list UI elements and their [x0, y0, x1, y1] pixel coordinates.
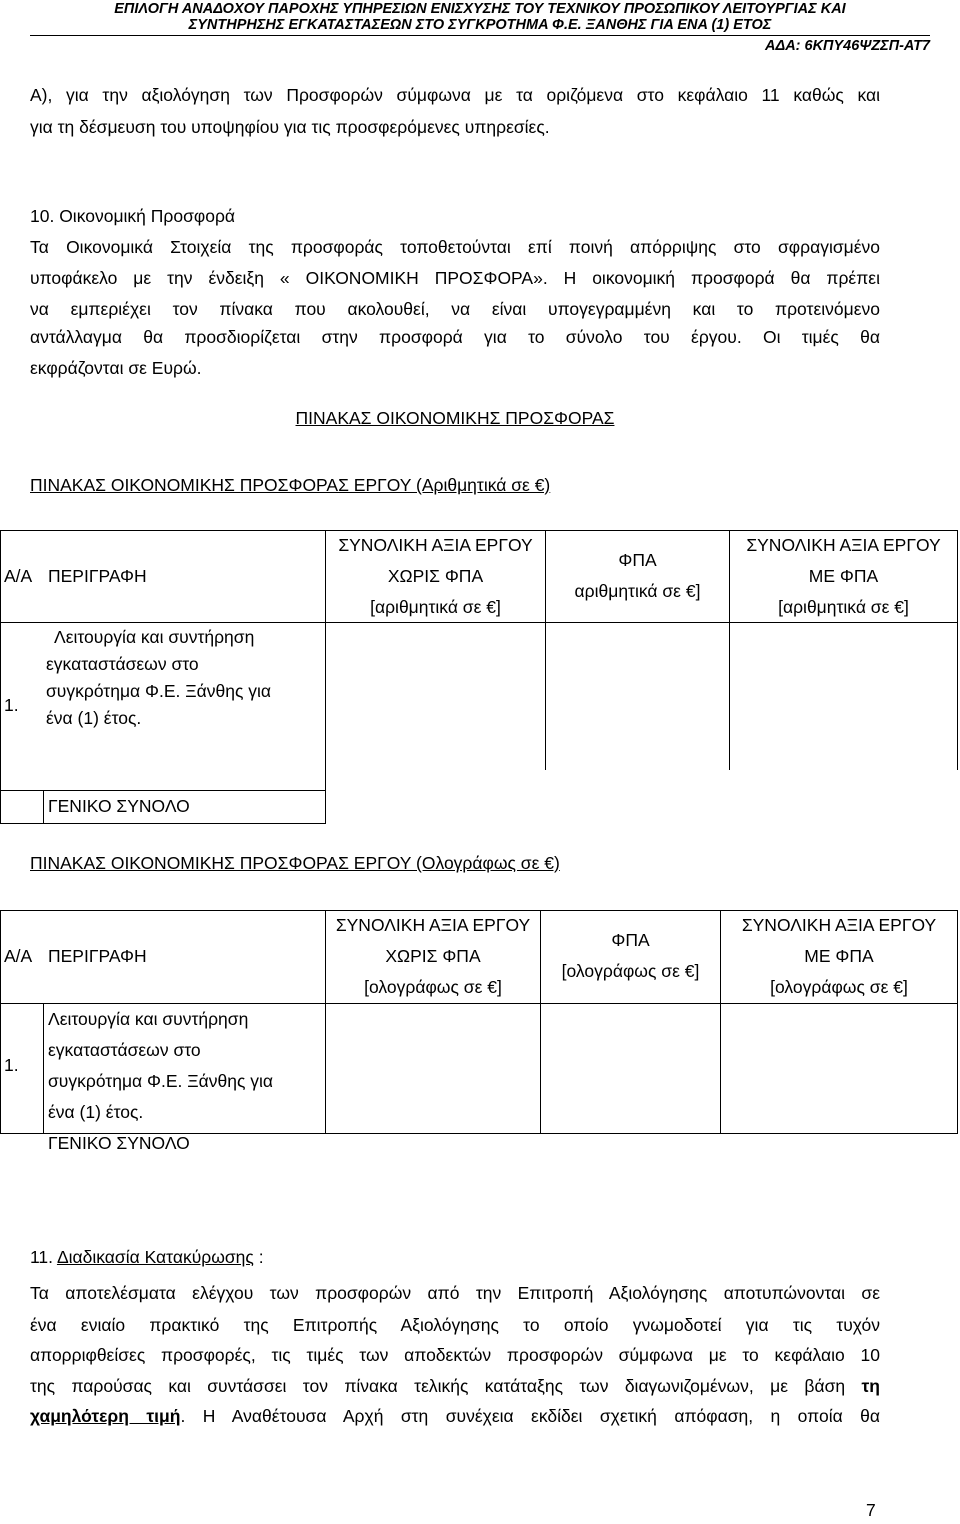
- table2-row-desc: Λειτουργία και συντήρηση εγκαταστάσεων στο συγκρότημα Φ.Ε. Ξάνθης για ένα (1) έτος. ΓΕΝΙΚΟ ΣΥΝΟΛΟ: [48, 1004, 273, 1159]
- section10-line1: Τα Οικονομικά Στοιχεία της προσφοράς τοποθετούνται επί ποινή απόρριψης στο σφραγισμένο: [30, 237, 880, 257]
- table2-right-border: [957, 910, 958, 1134]
- section11-line2: ένα ενιαίο πρακτικό της Επιτροπής Αξιολόγησης το οποίο γνωμοδοτεί για τις τυχόν: [30, 1315, 880, 1335]
- section11-line5: χαμηλότερη τιμή. Η Αναθέτουσα Αρχή στη συνέχεια εκδίδει σχετική απόφαση, η οποία θα: [30, 1406, 880, 1426]
- ada-code: ΑΔΑ: 6ΚΠΥ46ΨΖΣΠ-ΑΤ7: [764, 38, 930, 54]
- table2-total-label: ΓΕΝΙΚΟ ΣΥΝΟΛΟ: [48, 1133, 190, 1153]
- section11-line1: Τα αποτελέσματα ελέγχου των προσφορών από την Επιτροπή Αξιολόγησης αποτυπώνονται σε: [30, 1283, 880, 1303]
- section10-line5: εκφράζονται σε Ευρώ.: [30, 358, 202, 378]
- section10-title: 10. Οικονομική Προσφορά: [30, 206, 236, 226]
- main-table-heading: ΠΙΝΑΚΑΣ ΟΙΚΟΝΟΜΙΚΗΣ ΠΡΟΣΦΟΡΑΣ: [295, 408, 615, 428]
- table2-col-aa: Α/Α: [4, 946, 33, 966]
- table2-col-total-vat: ΣΥΝΟΛΙΚΗ ΑΞΙΑ ΕΡΓΟΥ ΜΕ ΦΠΑ [ολογράφως σε €]: [741, 915, 937, 997]
- section10-line2: υποφάκελο με την ένδειξη « ΟΙΚΟΝΟΜΙΚΗ ΠΡΟΣΦΟΡΑ». Η οικονομική προσφορά θα πρέπει: [30, 268, 880, 288]
- table2-left-border: [0, 910, 1, 1134]
- section11-line3: απορριφθείσες προσφορές, τις τιμές των αποδεκτών προσφορών σύμφωνα με το κεφάλαιο 10: [30, 1345, 880, 1365]
- table1-col-aa: Α/Α: [4, 566, 33, 586]
- section10-line4: αντάλλαγμα θα προσδιορίζεται στην προσφορά για το σύνολο του έργου. Οι τιμές θα: [30, 327, 880, 347]
- table1-left-border: [0, 530, 1, 824]
- section11-line4: της παρούσας και συντάσσει τον πίνακα τελικής κατάταξης των διαγωνιζομένων, με βάση τη: [30, 1376, 880, 1396]
- header-divider: [30, 35, 930, 36]
- table2-col-desc: ΠΕΡΙΓΡΑΦΗ: [48, 946, 147, 966]
- table1-col-total-no-vat: ΣΥΝΟΛΙΚΗ ΑΞΙΑ ΕΡΓΟΥ ΧΩΡΙΣ ΦΠΑ [αριθμητικά σε €]: [338, 535, 533, 617]
- table1-row-num: 1.: [4, 695, 19, 715]
- table1-col-total-vat: ΣΥΝΟΛΙΚΗ ΑΞΙΑ ΕΡΓΟΥ ΜΕ ΦΠΑ [αριθμητικά σε €]: [746, 535, 941, 617]
- table2-title: ΠΙΝΑΚΑΣ ΟΙΚΟΝΟΜΙΚΗΣ ΠΡΟΣΦΟΡΑΣ ΕΡΓΟΥ (Ολογράφως σε €): [30, 853, 560, 873]
- table1-col-vat: ΦΠΑ αριθμητικά σε €]: [574, 550, 701, 601]
- table1-bottom-border: [0, 823, 326, 824]
- table1-col-divider: [43, 790, 44, 824]
- section10-line3: να εμπεριέχει τον πίνακα που ακολουθεί, να είναι υπογεγραμμένη και το προτεινόμενο: [30, 299, 880, 319]
- page-number: 7: [866, 1500, 876, 1520]
- section11-heading: 11. Διαδικασία Κατακύρωσης :: [30, 1247, 264, 1267]
- intro-line2: για τη δέσμευση του υποψηφίου για τις προσφερόμενες υπηρεσίες.: [30, 117, 550, 137]
- header-title-line2: ΣΥΝΤΗΡΗΣΗΣ ΕΓΚΑΤΑΣΤΑΣΕΩΝ ΣΤΟ ΣΥΓΚΡΟΤΗΜΑ Φ.Ε. ΞΑΝΘΗΣ ΓΙΑ ΕΝΑ (1) ΕΤΟΣ: [188, 17, 772, 33]
- table2-col-divider: [43, 1003, 44, 1134]
- table2-col-total-no-vat: ΣΥΝΟΛΙΚΗ ΑΞΙΑ ΕΡΓΟΥ ΧΩΡΙΣ ΦΠΑ [ολογράφως σε €]: [335, 915, 531, 997]
- table2-row-num: 1.: [4, 1055, 19, 1075]
- table1-title: ΠΙΝΑΚΑΣ ΟΙΚΟΝΟΜΙΚΗΣ ΠΡΟΣΦΟΡΑΣ ΕΡΓΟΥ (Αριθμητικά σε €): [30, 475, 551, 495]
- table1-total-label: ΓΕΝΙΚΟ ΣΥΝΟΛΟ: [48, 796, 190, 816]
- table1-right-border: [957, 530, 958, 770]
- intro-line1: Α), για την αξιολόγηση των Προσφορών σύμφωνα με τα οριζόμενα στο κεφάλαιο 11 καθώς και: [30, 85, 880, 105]
- table1-col-desc: ΠΕΡΙΓΡΑΦΗ: [48, 566, 147, 586]
- header-title-line1: ΕΠΙΛΟΓΗ ΑΝΑΔΟΧΟΥ ΠΑΡΟΧΗΣ ΥΠΗΡΕΣΙΩΝ ΕΝΙΣΧΥΣΗΣ ΤΟΥ ΤΕΧΝΙΚΟΥ ΠΡΟΣΩΠΙΚΟΥ ΛΕΙΤΟΥΡΓΙΑΣ ΚΑΙ: [114, 1, 846, 17]
- table2-col-vat: ΦΠΑ [ολογράφως σε €]: [561, 930, 700, 981]
- table1-row-desc: Λειτουργία και συντήρηση εγκαταστάσεων στο συγκρότημα Φ.Ε. Ξάνθης για ένα (1) έτος.: [46, 627, 271, 728]
